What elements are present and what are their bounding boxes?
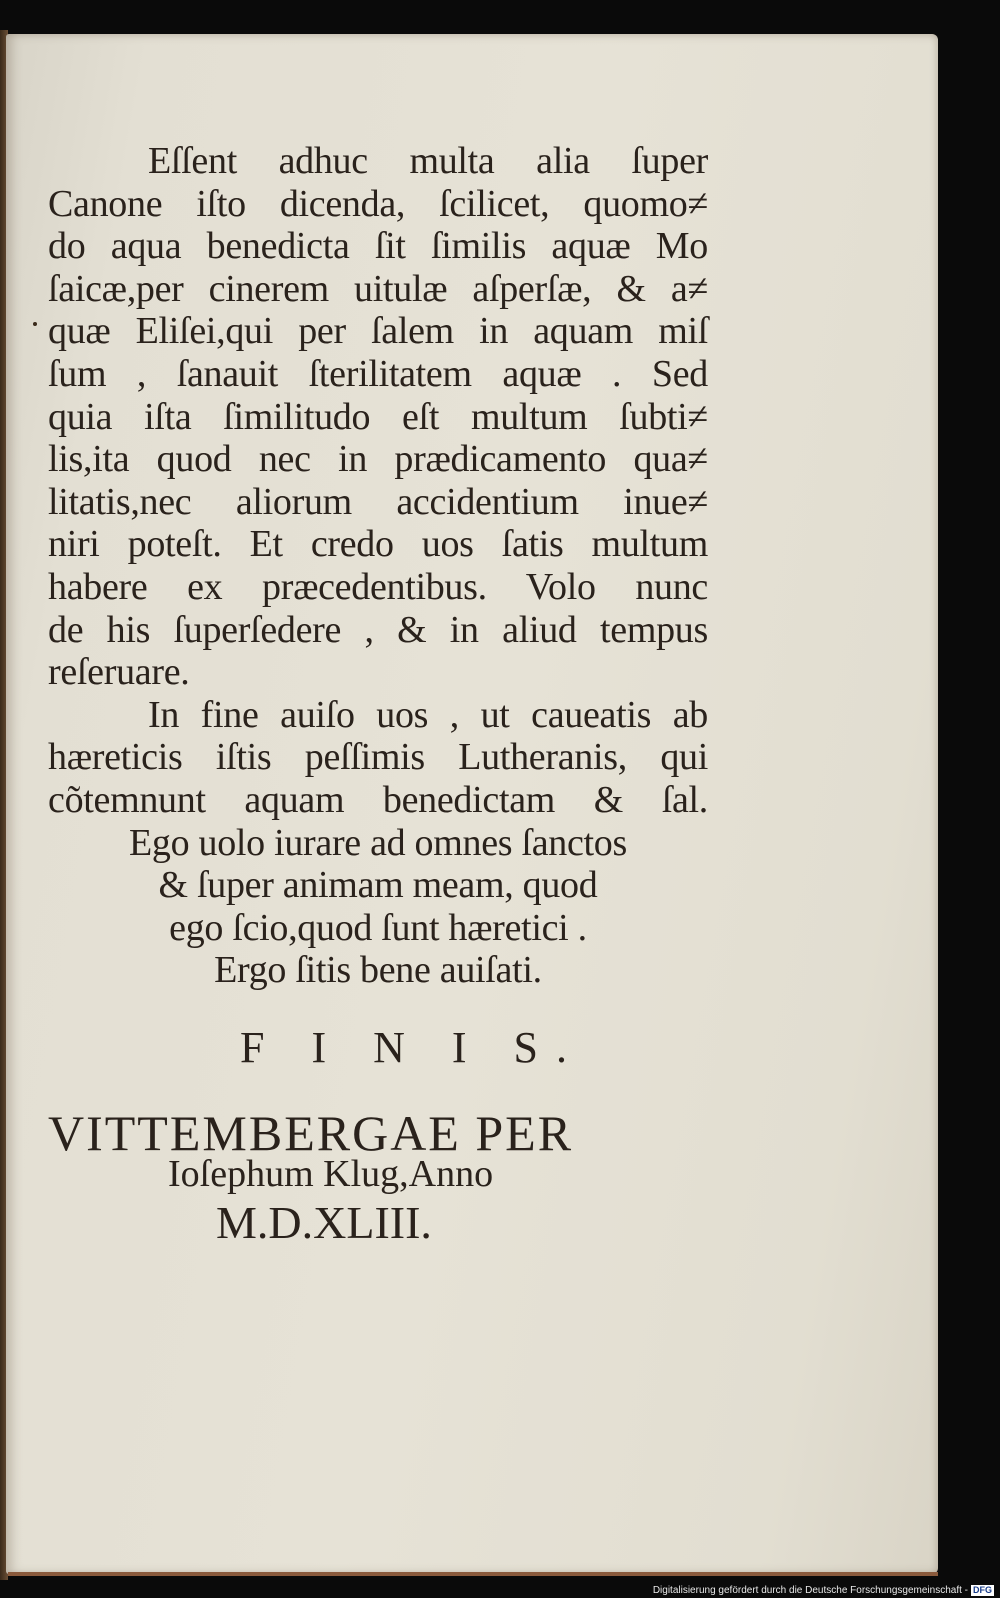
marginal-mark — [33, 322, 37, 326]
text-line: Ergo ſitis bene auiſati. — [214, 949, 542, 992]
funding-text: Digitalisierung gefördert durch die Deutsche Forschungsgemeinschaft - — [652, 1585, 968, 1596]
text-line: niri poteſt. Et credo uos ſatis multum — [48, 523, 708, 566]
text-line: cõtemnunt aquam benedictam & ſal. — [48, 778, 708, 821]
text-line: quia iſta ſimilitudo eſt multum ſubti≠ — [48, 395, 708, 438]
text-line: & ſuper animam meam, quod — [158, 864, 598, 907]
text-line: habere ex præcedentibus. Volo nunc — [48, 565, 708, 608]
text-line: de his ſuperſedere , & in aliud tempus — [48, 608, 708, 651]
dfg-logo-icon: DFG — [973, 1585, 992, 1595]
colophon-year: M.D.XLIII. — [216, 1197, 432, 1248]
text-line: ego ſcio,quod ſunt hæretici . — [169, 906, 587, 949]
text-line: Canone iſto dicenda, ſcilicet, quomo≠ — [48, 182, 708, 225]
text-line: lis,ita quod nec in prædicamento qua≠ — [48, 438, 708, 481]
text-line: reſeruare. — [48, 651, 190, 694]
colophon-place: VITTEMBERGAE PER — [48, 1105, 574, 1161]
page-bottom-edge — [8, 1572, 938, 1576]
text-line: Eſſent adhuc multa alia ſuper — [148, 140, 708, 182]
text-line: do aqua benedicta ſit ſimilis aquæ Mo — [48, 225, 708, 268]
finis-heading: F I N I S. — [240, 1023, 586, 1072]
text-line: quæ Eliſei,qui per ſalem in aquam miſ — [48, 310, 708, 353]
text-line: ſaicæ,per cinerem uitulæ aſperſæ, & a≠ — [48, 267, 708, 310]
funding-footer — [653, 1585, 994, 1596]
text-line: Ego uolo iurare ad omnes ſanctos — [129, 821, 627, 864]
colophon-printer: Ioſephum Klug,Anno — [168, 1153, 494, 1195]
text-line: litatis,nec aliorum accidentium inue≠ — [48, 480, 708, 523]
text-line: ſum , ſanauit ſterilitatem aquæ . Sed — [48, 352, 708, 395]
text-line: hæreticis iſtis peſſimis Lutheranis, qui — [48, 736, 708, 779]
main-text — [48, 140, 708, 992]
text-line: In fine auiſo uos , ut caueatis ab — [148, 693, 708, 736]
